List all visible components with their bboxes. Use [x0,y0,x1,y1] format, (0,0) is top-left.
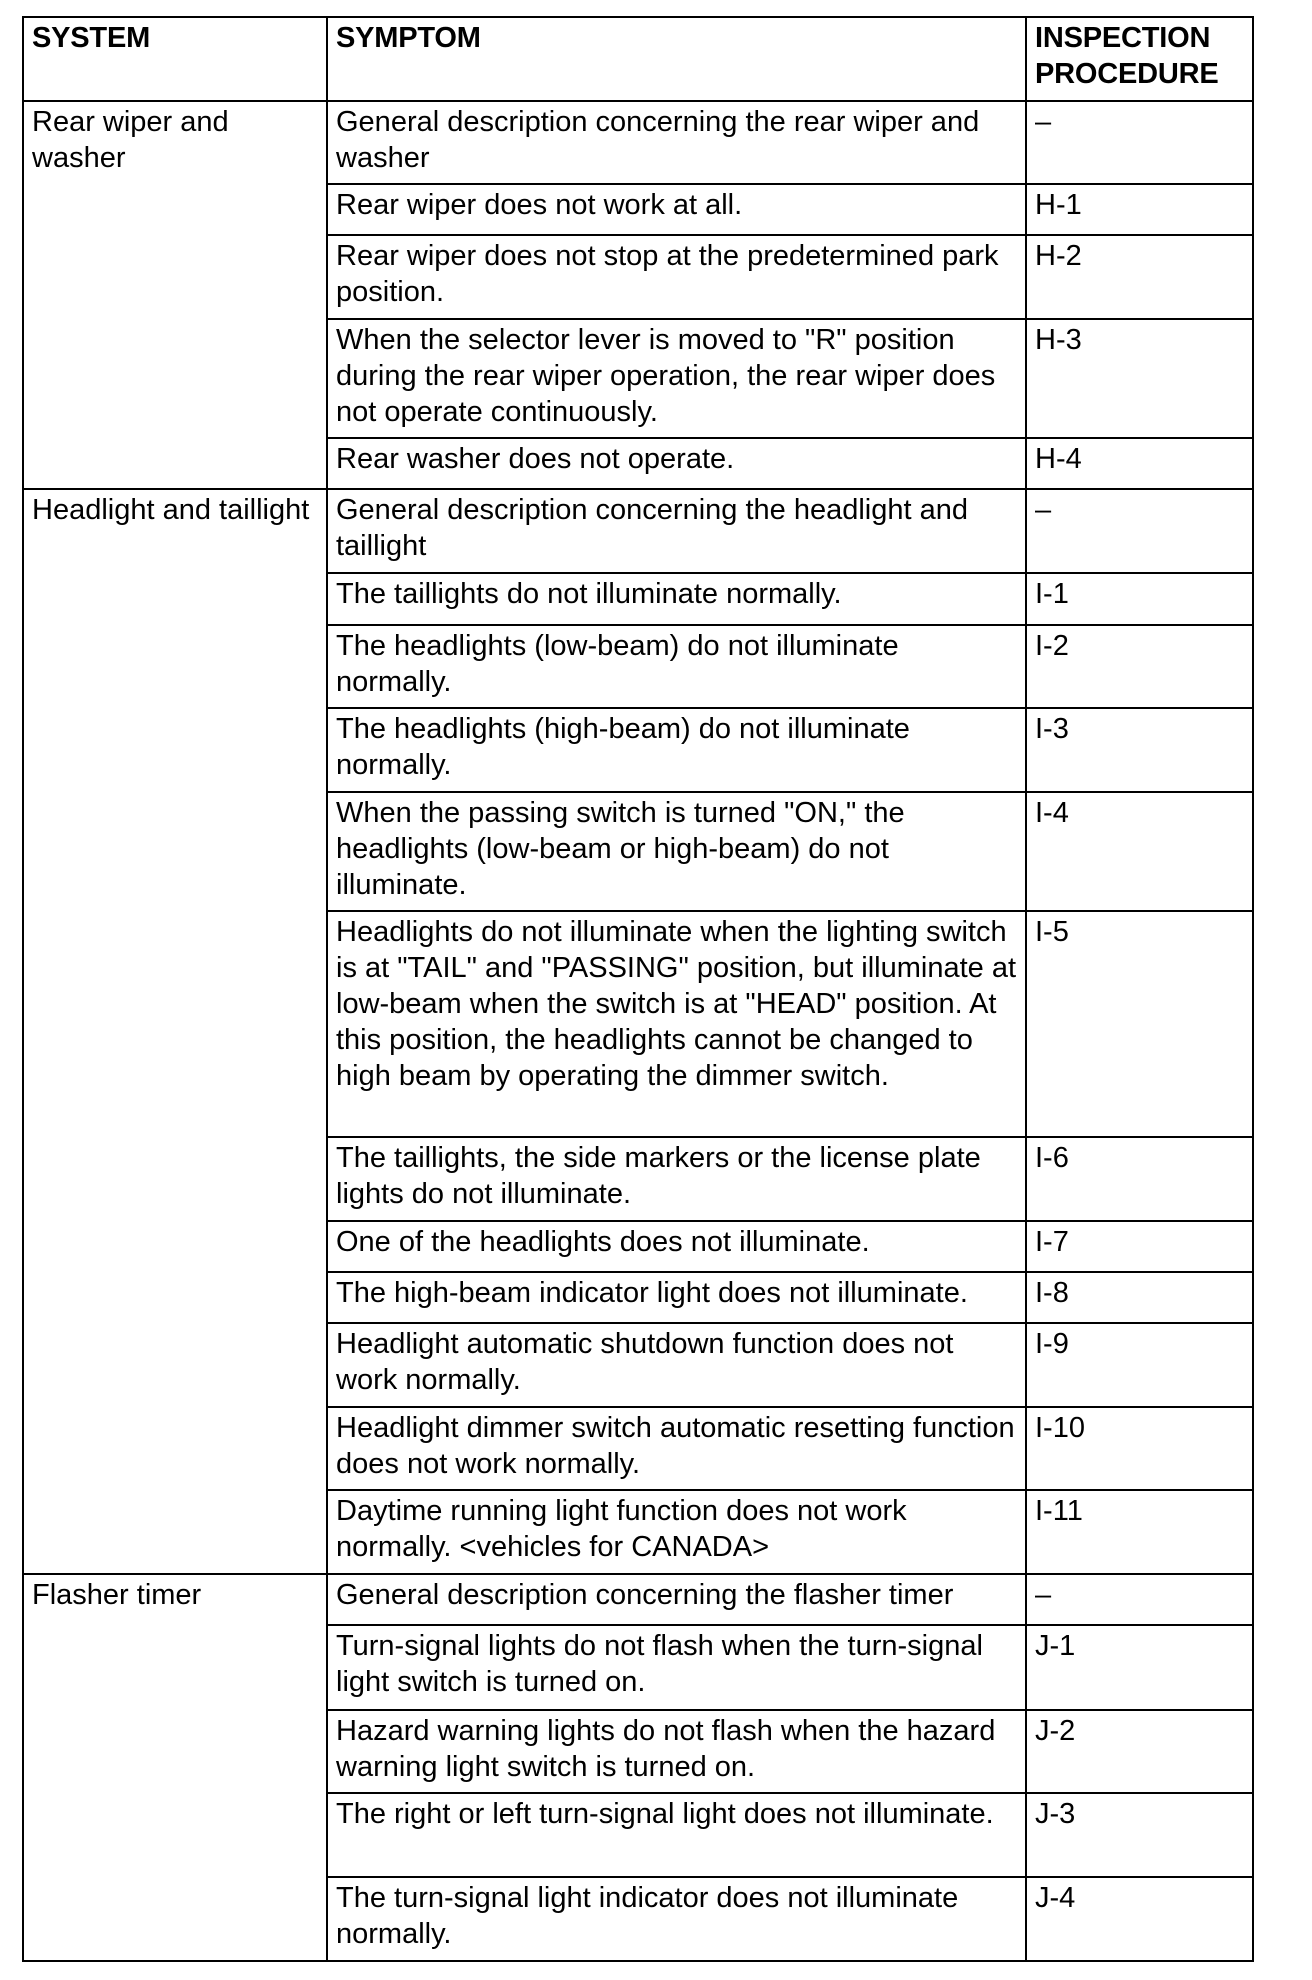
procedure-cell: J-3 [1026,1793,1253,1877]
system-cell-headlight-and-taillight: Headlight and taillight [23,489,327,1574]
system-cell-rear-wiper-and-washer: Rear wiper and washer [23,101,327,489]
header-row [23,17,1253,101]
procedure-cell: I-11 [1026,1490,1253,1574]
symptom-cell: General description concerning the flasher timer [327,1574,1026,1625]
symptom-cell: Rear wiper does not stop at the predetermined park position. [327,235,1026,319]
procedure-cell: I-10 [1026,1407,1253,1490]
symptom-cell: Headlights do not illuminate when the lighting switch is at "TAIL" and "PASSING" position, but illuminate at low-beam when the switch is at "HEAD" position. At this position, the headlights cannot be changed to high beam by operating the dimmer switch. [327,911,1026,1137]
symptom-cell: The right or left turn-signal light does not illuminate. [327,1793,1026,1877]
symptom-cell: The taillights, the side markers or the license plate lights do not illuminate. [327,1137,1026,1221]
symptom-cell: Headlight dimmer switch automatic resetting function does not work normally. [327,1407,1026,1490]
symptom-cell: General description concerning the rear wiper and washer [327,101,1026,184]
procedure-cell: – [1026,1574,1253,1625]
procedure-cell: I-3 [1026,708,1253,792]
procedure-cell: J-2 [1026,1710,1253,1793]
system-cell-flasher-timer: Flasher timer [23,1574,327,1961]
procedure-cell: H-1 [1026,184,1253,235]
symptom-cell: Turn-signal lights do not flash when the turn-signal light switch is turned on. [327,1625,1026,1709]
symptom-chart-table [22,16,1254,1962]
procedure-cell: I-9 [1026,1323,1253,1407]
procedure-cell: I-7 [1026,1221,1253,1272]
procedure-cell: J-4 [1026,1877,1253,1961]
symptom-cell: Rear wiper does not work at all. [327,184,1026,235]
procedure-cell: – [1026,489,1253,573]
procedure-cell: H-3 [1026,319,1253,438]
header-symptom: SYMPTOM [327,17,1026,101]
symptom-cell: The high-beam indicator light does not illuminate. [327,1272,1026,1323]
symptom-cell: The headlights (low-beam) do not illuminate normally. [327,625,1026,708]
table-row [23,489,1253,573]
procedure-cell: H-2 [1026,235,1253,319]
procedure-cell: I-8 [1026,1272,1253,1323]
symptom-cell: The taillights do not illuminate normally. [327,573,1026,624]
procedure-cell: H-4 [1026,438,1253,489]
procedure-cell: I-4 [1026,792,1253,911]
symptom-cell: The turn-signal light indicator does not illuminate normally. [327,1877,1026,1961]
procedure-cell: J-1 [1026,1625,1253,1709]
table-row [23,101,1253,184]
symptom-cell: Rear washer does not operate. [327,438,1026,489]
procedure-cell: I-2 [1026,625,1253,708]
symptom-cell: When the selector lever is moved to "R" position during the rear wiper operation, the rear wiper does not operate continuously. [327,319,1026,438]
procedure-cell: – [1026,101,1253,184]
symptom-cell: When the passing switch is turned "ON," the headlights (low-beam or high-beam) do not illuminate. [327,792,1026,911]
header-inspection-procedure: INSPECTION PROCEDURE [1026,17,1253,101]
symptom-cell: Daytime running light function does not work normally. <vehicles for CANADA> [327,1490,1026,1574]
procedure-cell: I-1 [1026,573,1253,624]
table-row [23,1574,1253,1625]
procedure-cell: I-6 [1026,1137,1253,1221]
symptom-cell: Headlight automatic shutdown function does not work normally. [327,1323,1026,1407]
symptom-cell: General description concerning the headlight and taillight [327,489,1026,573]
header-system: SYSTEM [23,17,327,101]
symptom-cell: One of the headlights does not illuminate. [327,1221,1026,1272]
symptom-cell: The headlights (high-beam) do not illuminate normally. [327,708,1026,792]
symptom-cell: Hazard warning lights do not flash when the hazard warning light switch is turned on. [327,1710,1026,1793]
procedure-cell: I-5 [1026,911,1253,1137]
